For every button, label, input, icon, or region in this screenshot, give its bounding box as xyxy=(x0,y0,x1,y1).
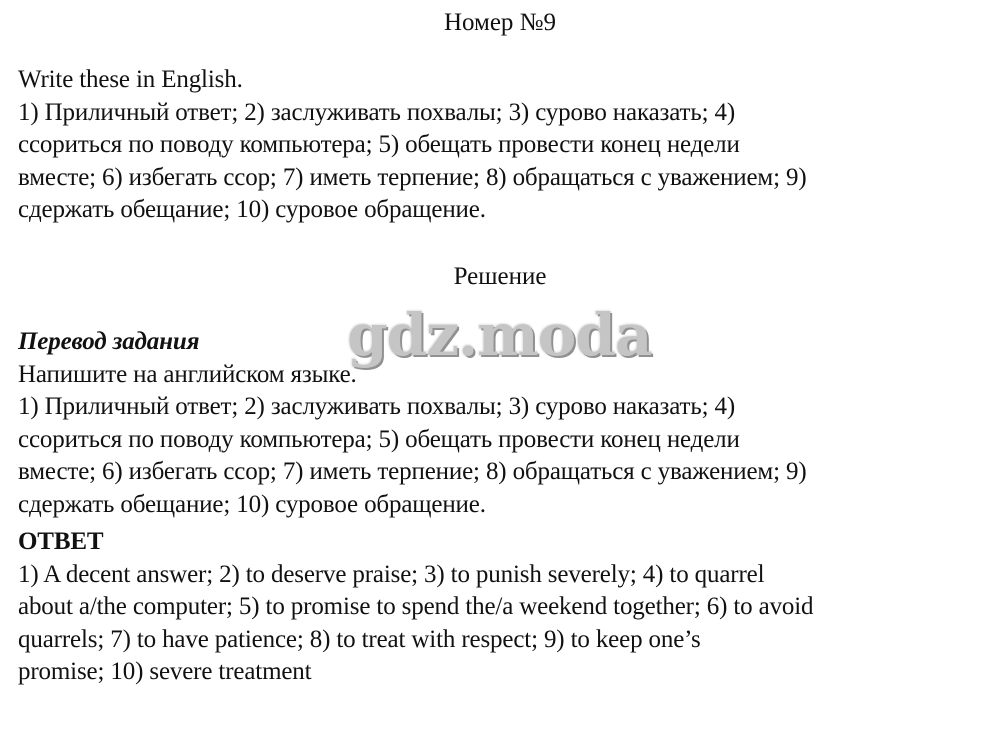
solution-title: Решение xyxy=(453,263,547,290)
answer-line: promise; 10) severe treatment xyxy=(18,658,312,685)
translation-line: 1) Приличный ответ; 2) заслуживать похвалы; 3) сурово наказать; 4) xyxy=(18,393,736,420)
translation-block xyxy=(18,326,988,521)
translation-line: ссориться по поводу компьютера; 5) обещать провести конец недели xyxy=(18,425,740,453)
gdz-moda-watermark: gdz.moda xyxy=(347,301,652,369)
answer-line: 1) A decent answer; 2) to deserve praise; 3) to punish severely; 4) to quarrel xyxy=(18,560,765,588)
answer-line: quarrels; 7) to have patience; 8) to treat with respect; 9) to keep one’s xyxy=(18,625,701,653)
task-block xyxy=(18,64,988,227)
task-line: сдержать обещание; 10) суровое обращение. xyxy=(18,196,486,223)
page-title: Номер №9 xyxy=(443,9,557,36)
translation-line: вместе; 6) избегать ссор; 7) иметь терпение; 8) обращаться с уважением; 9) xyxy=(18,458,807,485)
translation-line: сдержать обещание; 10) суровое обращение. xyxy=(18,490,486,518)
translation-heading: Перевод задания xyxy=(18,328,200,355)
task-line: Write these in English. xyxy=(18,66,243,93)
translation-line: Напишите на английском языке. xyxy=(18,360,357,388)
task-line: 1) Приличный ответ; 2) заслуживать похвалы; 3) сурово наказать; 4) xyxy=(18,98,736,126)
task-line: ссориться по поводу компьютера; 5) обещать провести конец недели xyxy=(18,131,740,158)
answer-line: about a/the computer; 5) to promise to spend the/a weekend together; 6) to avoid xyxy=(18,593,814,620)
answer-block xyxy=(18,526,988,689)
answer-heading: ОТВЕТ xyxy=(18,528,104,555)
task-line: вместе; 6) избегать ссор; 7) иметь терпение; 8) обращаться с уважением; 9) xyxy=(18,163,807,191)
